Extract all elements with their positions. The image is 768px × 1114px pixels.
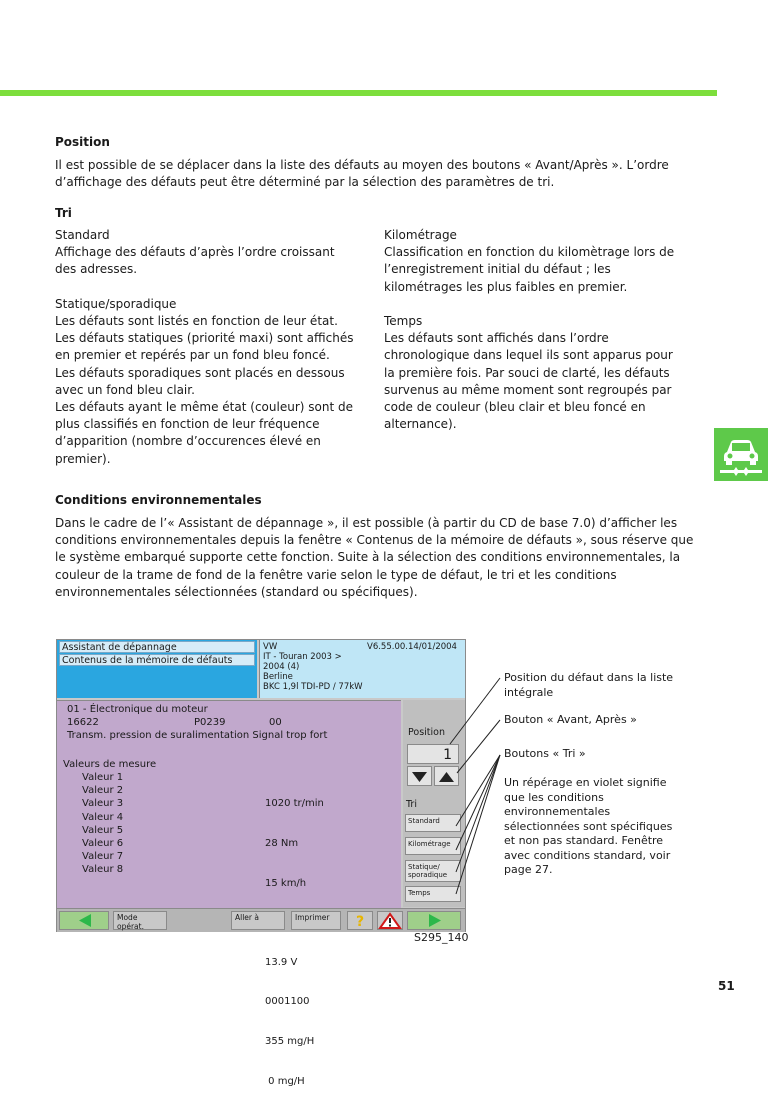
tri-left-line: plus classifiés en fonction de leur fréquence [55,417,320,432]
tri-right-line: code de couleur (bleu clair et bleu foncé en [384,400,646,415]
tri-right-line: survenus au même moment sont regroupés par [384,382,672,397]
aller-a-button[interactable]: Aller à [231,911,285,930]
tri-left-line: Standard [55,228,110,242]
tri-left-line: avec un fond bleu clair. [55,382,195,397]
position-value-field[interactable]: 1 [407,744,459,764]
callout-avant-apres: Bouton « Avant, Après » [504,713,637,726]
measure-name: Valeur 1 [82,772,124,783]
callout-position: Position du défaut dans la liste intégrale [504,671,674,699]
fault-title: 01 - Électronique du moteur [67,704,208,715]
sort-temps-button[interactable]: Temps [405,886,461,902]
sort-statique-button[interactable]: Statique/ sporadique [405,860,461,882]
conditions-heading: Conditions environnementales [55,493,262,507]
info-brand: VW [263,642,278,652]
tri-label: Tri [406,799,417,810]
position-line-1: Il est possible de se déplacer dans la liste des défauts au moyen des boutons « Avant/Après ». L’ordre [55,158,669,172]
conditions-line: Dans le cadre de l’« Assistant de dépannage », il est possible (à partir du CD de base 7.0) d’afficher les [55,516,678,530]
page-number: 51 [718,979,735,993]
info-line: 2004 (4) [263,662,300,672]
tri-left-line: en premier et repérés par un fond bleu foncé. [55,348,330,363]
tri-right-line: Kilométrage [384,228,457,242]
tri-right-line: Classification en fonction du kilomètrage lors de [384,245,675,260]
tri-left-line: des adresses. [55,262,138,277]
tri-left-line: Statique/sporadique [55,296,177,311]
tri-heading: Tri [55,206,72,220]
measure-name: Valeur 5 [82,824,124,836]
measure-name: Valeur 6 [82,838,124,850]
measure-value: 0001100 [265,996,310,1008]
tri-right-line: l’enregistrement initial du défaut ; les [384,262,611,277]
measure-name: Valeur 4 [82,811,124,823]
fault-num: 00 [269,717,282,728]
position-line-2: d’affichage des défauts peut être déterminé par la sélection des paramètres de tri. [55,175,555,189]
tri-left-line: Les défauts sont listés en fonction de leur état. [55,314,338,328]
info-line: IT - Touran 2003 > [263,652,342,662]
measure-value: 1020 tr/min [265,798,324,810]
callout-tri: Boutons « Tri » [504,747,586,760]
position-heading: Position [55,135,110,149]
fault-code: 16622 [67,717,99,728]
conditions-line: environnementales sélectionnées (standard ou spécifiques). [55,584,418,599]
svg-text:?: ? [355,914,365,929]
tri-left-line: Les défauts ayant le même état (couleur) sont de [55,400,353,415]
measure-name: Valeur 7 [82,851,124,863]
tri-left-line: Les défauts sporadiques sont placés en dessous [55,365,345,380]
tri-left-line: Les défauts statiques (priorité maxi) sont affichés [55,331,354,346]
measures-title: Valeurs de mesure [63,759,157,770]
tri-left-line: premier). [55,451,111,466]
tri-left-line: Affichage des défauts d’après l’ordre croissant [55,245,335,260]
imprimer-button[interactable]: Imprimer [291,911,341,930]
info-line: Berline [263,672,293,682]
mode-operat-button[interactable]: Mode opérat. [113,911,167,930]
fault-pcode: P0239 [194,717,226,728]
measure-value: 355 mg/H [265,1036,315,1048]
measure-name: Valeur 3 [82,798,124,810]
measure-value: 15 km/h [265,877,307,889]
measure-name: Valeur 8 [82,864,124,876]
tri-right-line: chronologique dans lequel ils sont apparus pour [384,348,673,363]
tri-right-line: kilométrages les plus faibles en premier. [384,279,628,294]
measure-value: 13.9 V [265,956,298,968]
measure-value: 28 Nm [265,838,299,850]
conditions-line: conditions environnementales depuis la fenêtre « Contenus de la mémoire de défauts », sous réserve que [55,533,694,548]
sort-kilometrage-button[interactable]: Kilométrage [405,837,461,855]
info-line: BKC 1,9l TDI-PD / 77kW [263,682,363,692]
fault-description: Transm. pression de suralimentation Signal trop fort [67,730,328,741]
conditions-line: couleur de la trame de fond de la fenêtre varie selon le type de défaut, le tri et les conditions [55,567,617,582]
tri-right-line: Temps [384,314,423,328]
sort-standard-button[interactable]: Standard [405,814,461,832]
tri-right-line: la première fois. Par souci de clarté, les défauts [384,365,670,380]
menu-item-memoire[interactable]: Contenus de la mémoire de défauts [59,654,255,666]
menu-item-assistant[interactable]: Assistant de dépannage [59,641,255,653]
conditions-line: le système embarqué supporte cette fonction. Suite à la sélection des conditions environnementales, la [55,550,681,565]
tri-right-line: alternance). [384,417,457,432]
figure-caption: S295_140 [414,931,469,944]
measure-name: Valeur 2 [82,785,124,797]
info-version: V6.55.00.14/01/2004 [367,642,457,652]
tri-right-line: Les défauts sont affichés dans l’ordre [384,331,609,346]
position-label: Position [408,727,445,738]
callout-violet: Un répérage en violet signifie que les conditions environnementales sélectionnées sont spécifiques et non pas standard. Fenêtre avec conditions standard, voir page 27. [504,776,673,876]
tri-left-line: d’apparition (nombre d’occurences élevé en [55,434,321,449]
measure-value: 0 mg/H [265,1075,305,1087]
